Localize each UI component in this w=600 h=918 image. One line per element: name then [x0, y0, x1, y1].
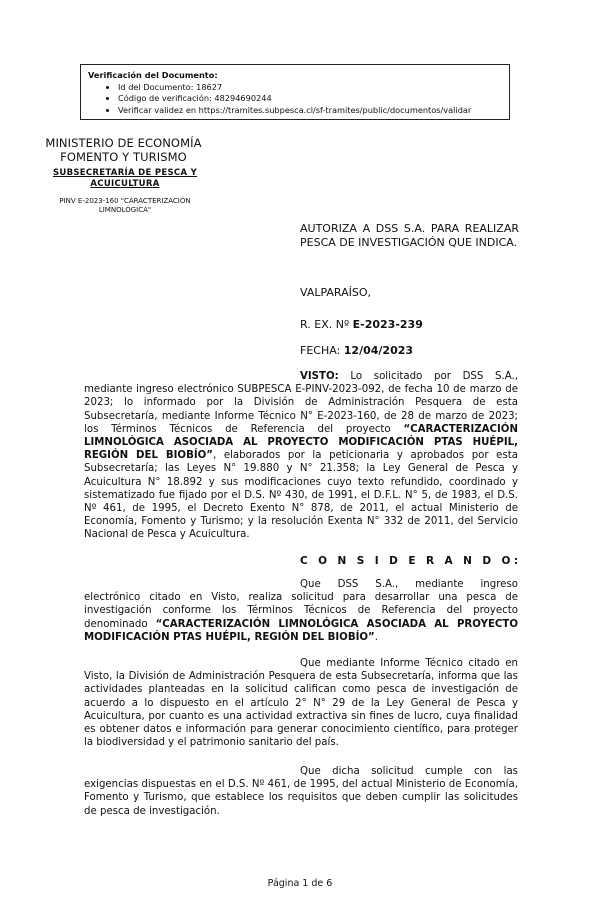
ministry-line-2: FOMENTO Y TURISMO — [60, 150, 187, 164]
ministry-line-1: MINISTERIO DE ECONOMÍA — [45, 136, 202, 150]
page-number: Página 1 de 6 — [267, 878, 333, 889]
considerando-heading: C O N S I D E R A N D O: — [300, 555, 522, 567]
resolution-city: VALPARAÍSO, — [300, 286, 372, 299]
p1-project: “CARACTERIZACIÓN LIMNOLÓGICA ASOCIADA AL PROYECTO MODIFICACIÓN PTAS HUÉPIL, REGIÓN DEL BIOBÍO” — [84, 618, 518, 643]
fecha-value: 12/04/2023 — [343, 344, 414, 357]
pinv-reference: PINV E-2023-160 "CARACTERIZACIÓN LIMNOLÓGICA" — [59, 197, 191, 214]
ministry-name — [26, 136, 221, 164]
rex-label: R. EX. Nº — [300, 318, 350, 331]
considerando-paragraph-2: Que mediante Informe Técnico citado en Visto, la División de Administración Pesquera de esta Subsecretaría, informa que las actividades planteadas en la solicitud califican como pesca de investigación de acuerdo a lo dispuesto en el artículo 2° N° 29 de la Ley General de Pesca y Acuicultura, por cuanto es una actividad extractiva sin fines de lucro, cuya finalidad es obtener datos e información para generar conocimiento científico, para proteger la biodiversidad y el patrimonio sanitario del país. — [84, 658, 518, 749]
visto-paragraph — [84, 370, 518, 542]
visto-text-b: , elaborados por la peticionaria y aprobados por esta Subsecretaría; las Leyes N° 19.880 y N° 21.358; la Ley General de Pesca y Acuicultura N° 18.892 y sus modificaciones cuyo texto refundido, coordinado y sistematizado fue fijado por el D.S. Nº 430, de 1991, el D.F.L. N° 5, de 1983, el D.S. Nº 461, de 1995, el Decreto Exento N° 878, de 2011, el actual Ministerio de Economía, Fomento y Turismo; y la resolución Exenta N° 332 de 2011, del Servicio Nacional de Pesca y Acuicultura. — [84, 450, 518, 541]
verification-document-id: • Id del Documento: 18627 — [118, 82, 509, 94]
verification-box — [80, 64, 510, 120]
verification-code: • Código de verificación: 48294690244 — [118, 93, 509, 105]
fecha-label: FECHA: — [300, 344, 341, 357]
visto-text-a: Lo solicitado por DSS S.A., mediante ingreso electrónico SUBPESCA E-PINV-2023-092, de fecha 10 de marzo de 2023; lo informado por la División de Administración Pesquera de esta Subsecretaría, mediante Informe Técnico N° E-2023-160, de 28 de marzo de 2023; los Términos Técnicos de Referencia del proyecto — [84, 371, 518, 435]
considerando-paragraph-1 — [84, 578, 518, 644]
rex-number: E-2023-239 — [352, 318, 423, 331]
visto-label: VISTO: — [300, 371, 339, 382]
verification-list — [88, 82, 509, 117]
p1-text: Que DSS S.A., mediante ingreso electrónico citado en Visto, realiza solicitud para desarrollar una pesca de investigación conforme los Términos Técnicos de Referencia del proyecto denominado — [84, 579, 518, 630]
p1-end: . — [374, 631, 378, 643]
resolution-summary: AUTORIZA A DSS S.A. PARA REALIZAR PESCA DE INVESTIGACIÓN QUE INDICA. — [300, 222, 519, 249]
considerando-paragraph-3: Que dicha solicitud cumple con las exigencias dispuestas en el D.S. Nº 461, de 1995, del actual Ministerio de Economía, Fomento y Turismo, que establece los requisitos que deben cumplir las solicitudes de pesca de investigación. — [84, 766, 518, 817]
resolution-date — [300, 344, 413, 357]
resolution-number — [300, 318, 423, 331]
verification-url[interactable]: • Verificar validez en https://tramites.subpesca.cl/sf-tramites/public/documentos/validar — [118, 105, 509, 117]
subsecretaria-name: SUBSECRETARÍA DE PESCA Y ACUICULTURA — [52, 168, 198, 189]
visto-project: “CARACTERIZACIÓN LIMNOLÓGICA ASOCIADA AL PROYECTO MODIFICACIÓN PTAS HUÉPIL, REGIÓN DEL BIOBÍO” — [84, 423, 518, 462]
verification-title: Verificación del Documento: — [88, 70, 218, 80]
